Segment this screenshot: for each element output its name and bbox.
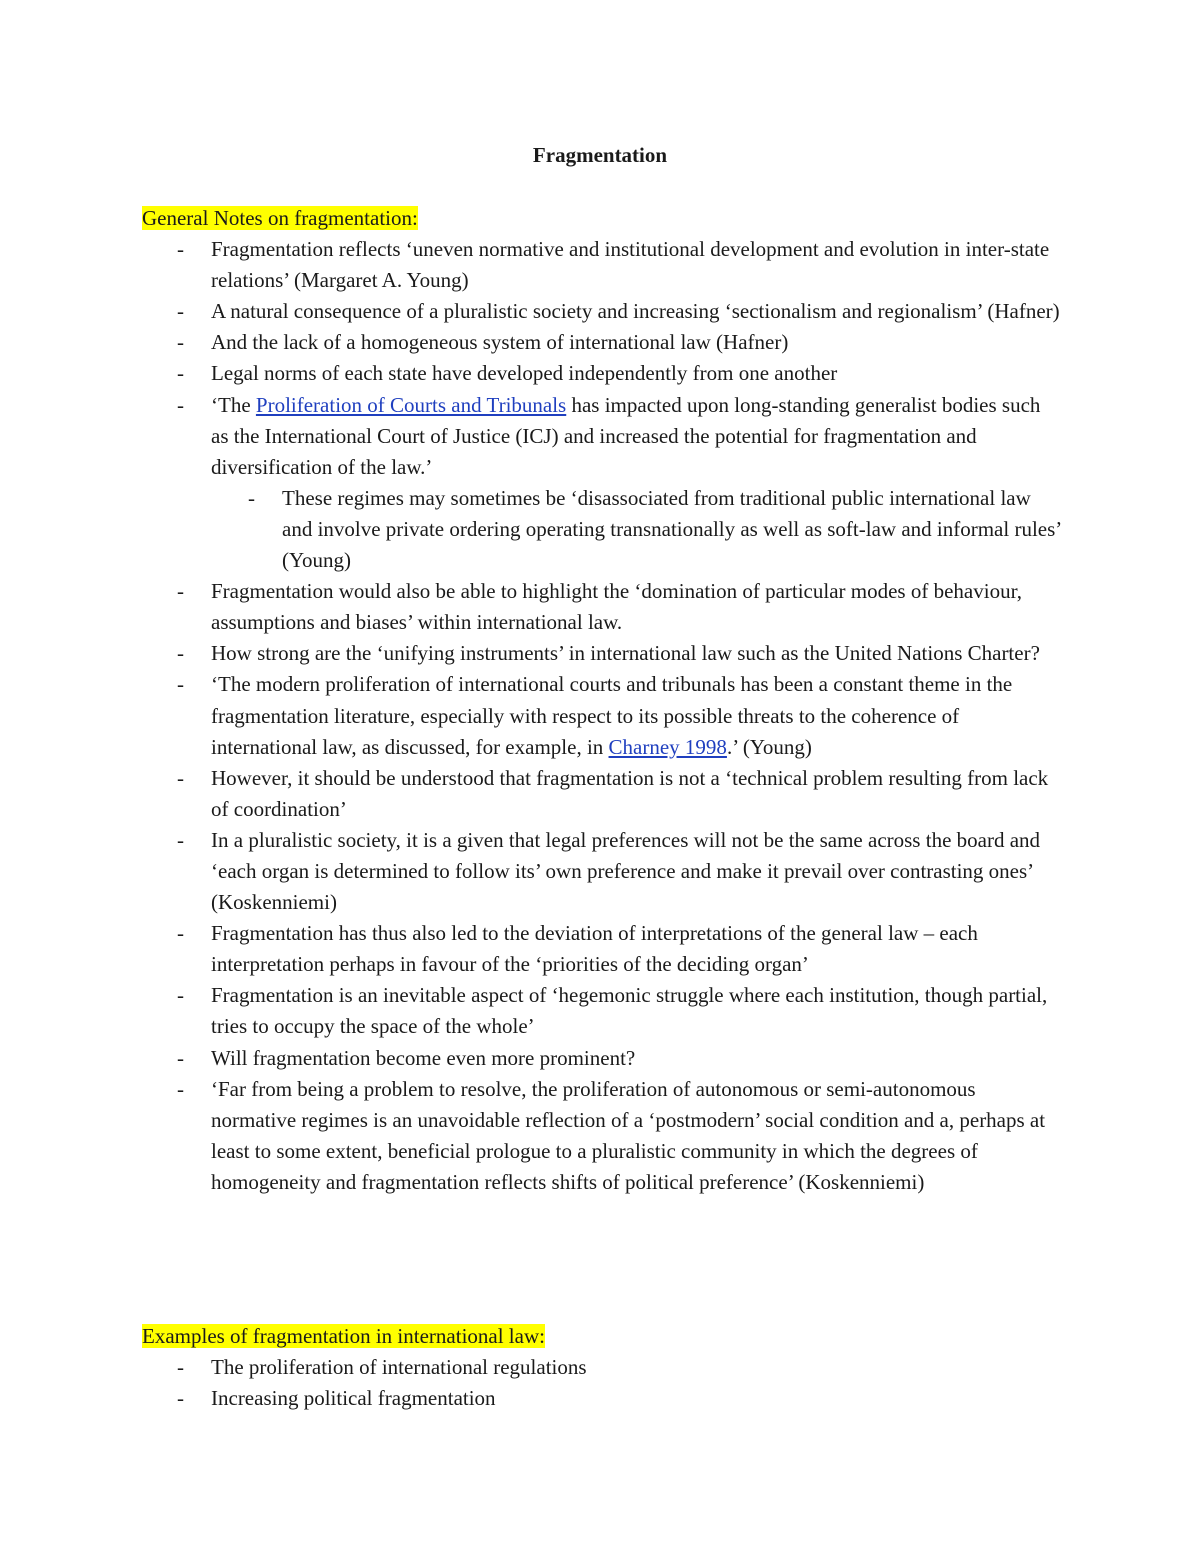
list-item-text-pre: ‘The modern proliferation of international courts and tribunals has been a constant theme in the fragmentation literature, especially with respect to its possible threats to the coherence of international law, as discussed, for example, in xyxy=(211,672,1013,759)
list-item xyxy=(142,638,1062,669)
sub-list-item xyxy=(211,483,1062,576)
bullet-dash: - xyxy=(177,672,184,697)
list-item-text: Fragmentation reflects ‘uneven normative and institutional development and evolution in inter-state relations’ (Margaret A. Young) xyxy=(211,237,1050,293)
bullet-dash: - xyxy=(177,361,184,386)
bullet-dash: - xyxy=(177,1386,184,1411)
list-item-text-post: .’ (Young) xyxy=(726,734,812,759)
examples-section xyxy=(142,1321,1062,1414)
list-item-text: ‘Far from being a problem to resolve, the proliferation of autonomous or semi-autonomous normative regimes is an unavoidable reflection of a ‘postmodern’ social condition and a, perhaps at least to some extent, beneficial prologue to a pluralistic community in which the degrees of homogeneity and fragmentation reflects shifts of political preference’ (Koskenniemi) xyxy=(211,1076,1046,1194)
list-item xyxy=(142,763,1062,825)
list-item xyxy=(142,1074,1062,1198)
bullet-dash: - xyxy=(177,237,184,262)
list-item xyxy=(142,390,1062,577)
bullet-dash: - xyxy=(177,765,184,790)
list-item-text: Increasing political fragmentation xyxy=(211,1386,496,1411)
list-item-text: Will fragmentation become even more prominent? xyxy=(211,1045,636,1070)
list-item xyxy=(142,358,1062,389)
list-item xyxy=(142,669,1062,762)
list-item-text: Fragmentation is an inevitable aspect of ‘hegemonic struggle where each institution, though partial, tries to occupy the space of the whole’ xyxy=(211,983,1048,1039)
list-item-text: And the lack of a homogeneous system of international law (Hafner) xyxy=(211,330,789,355)
bullet-list xyxy=(142,234,1062,1198)
bullet-dash: - xyxy=(177,579,184,604)
bullet-dash: - xyxy=(177,827,184,852)
list-item xyxy=(142,1043,1062,1074)
list-item-text: A natural consequence of a pluralistic society and increasing ‘sectionalism and regionalism’ (Hafner) xyxy=(211,299,1060,324)
bullet-dash: - xyxy=(177,1076,184,1101)
sub-bullet-list xyxy=(211,483,1062,576)
list-item-text: Legal norms of each state have developed independently from one another xyxy=(211,361,838,386)
bullet-dash: - xyxy=(177,983,184,1008)
list-item xyxy=(142,327,1062,358)
list-item-text: Fragmentation would also be able to highlight the ‘domination of particular modes of behaviour, assumptions and biases’ within international law. xyxy=(211,579,1022,635)
list-item xyxy=(142,234,1062,296)
list-item-text: The proliferation of international regulations xyxy=(211,1355,587,1380)
section-heading xyxy=(142,1321,1062,1352)
bullet-dash: - xyxy=(177,299,184,324)
list-item-text: Fragmentation has thus also led to the deviation of interpretations of the general law – each interpretation perhaps in favour of the ‘priorities of the deciding organ’ xyxy=(211,921,978,977)
list-item-text: In a pluralistic society, it is a given that legal preferences will not be the same across the board and ‘each organ is determined to follow its’ own preference and make it prevail over contrasting ones’ (Koskenniemi) xyxy=(211,827,1041,915)
list-item xyxy=(142,576,1062,638)
bullet-dash: - xyxy=(177,641,184,666)
list-item xyxy=(142,296,1062,327)
list-item-text: However, it should be understood that fragmentation is not a ‘technical problem resulting from lack of coordination’ xyxy=(211,765,1049,821)
document-title: Fragmentation xyxy=(532,143,668,167)
bullet-dash: - xyxy=(177,330,184,355)
general-notes-section xyxy=(142,203,1062,1198)
bullet-dash: - xyxy=(177,392,184,417)
list-item xyxy=(142,918,1062,980)
bullet-dash: - xyxy=(248,485,255,510)
charney-1998-link[interactable]: Charney 1998 xyxy=(608,734,727,759)
list-item xyxy=(142,1352,1062,1383)
bullet-list xyxy=(142,1352,1062,1414)
highlighted-heading: General Notes on fragmentation: xyxy=(142,206,418,230)
list-item xyxy=(142,825,1062,918)
list-item-text-post: has impacted upon long-standing generalist bodies such as the International Court of Justice (ICJ) and increased the potential for fragmentation and diversification of the law.’ xyxy=(211,392,1041,479)
section-heading xyxy=(142,203,1062,234)
highlighted-heading: Examples of fragmentation in international law: xyxy=(142,1324,545,1348)
bullet-dash: - xyxy=(177,1045,184,1070)
proliferation-courts-link[interactable]: Proliferation of Courts and Tribunals xyxy=(255,392,567,417)
sub-list-item-text: These regimes may sometimes be ‘disassociated from traditional public international law and involve private ordering operating transnationally as well as soft-law and informal rules’ (Young) xyxy=(282,485,1061,573)
list-item-text-pre: ‘The xyxy=(211,392,256,417)
list-item-text: How strong are the ‘unifying instruments’ in international law such as the United Nations Charter? xyxy=(211,641,1040,666)
list-item xyxy=(142,1383,1062,1414)
bullet-dash: - xyxy=(177,1355,184,1380)
bullet-dash: - xyxy=(177,921,184,946)
list-item xyxy=(142,980,1062,1042)
